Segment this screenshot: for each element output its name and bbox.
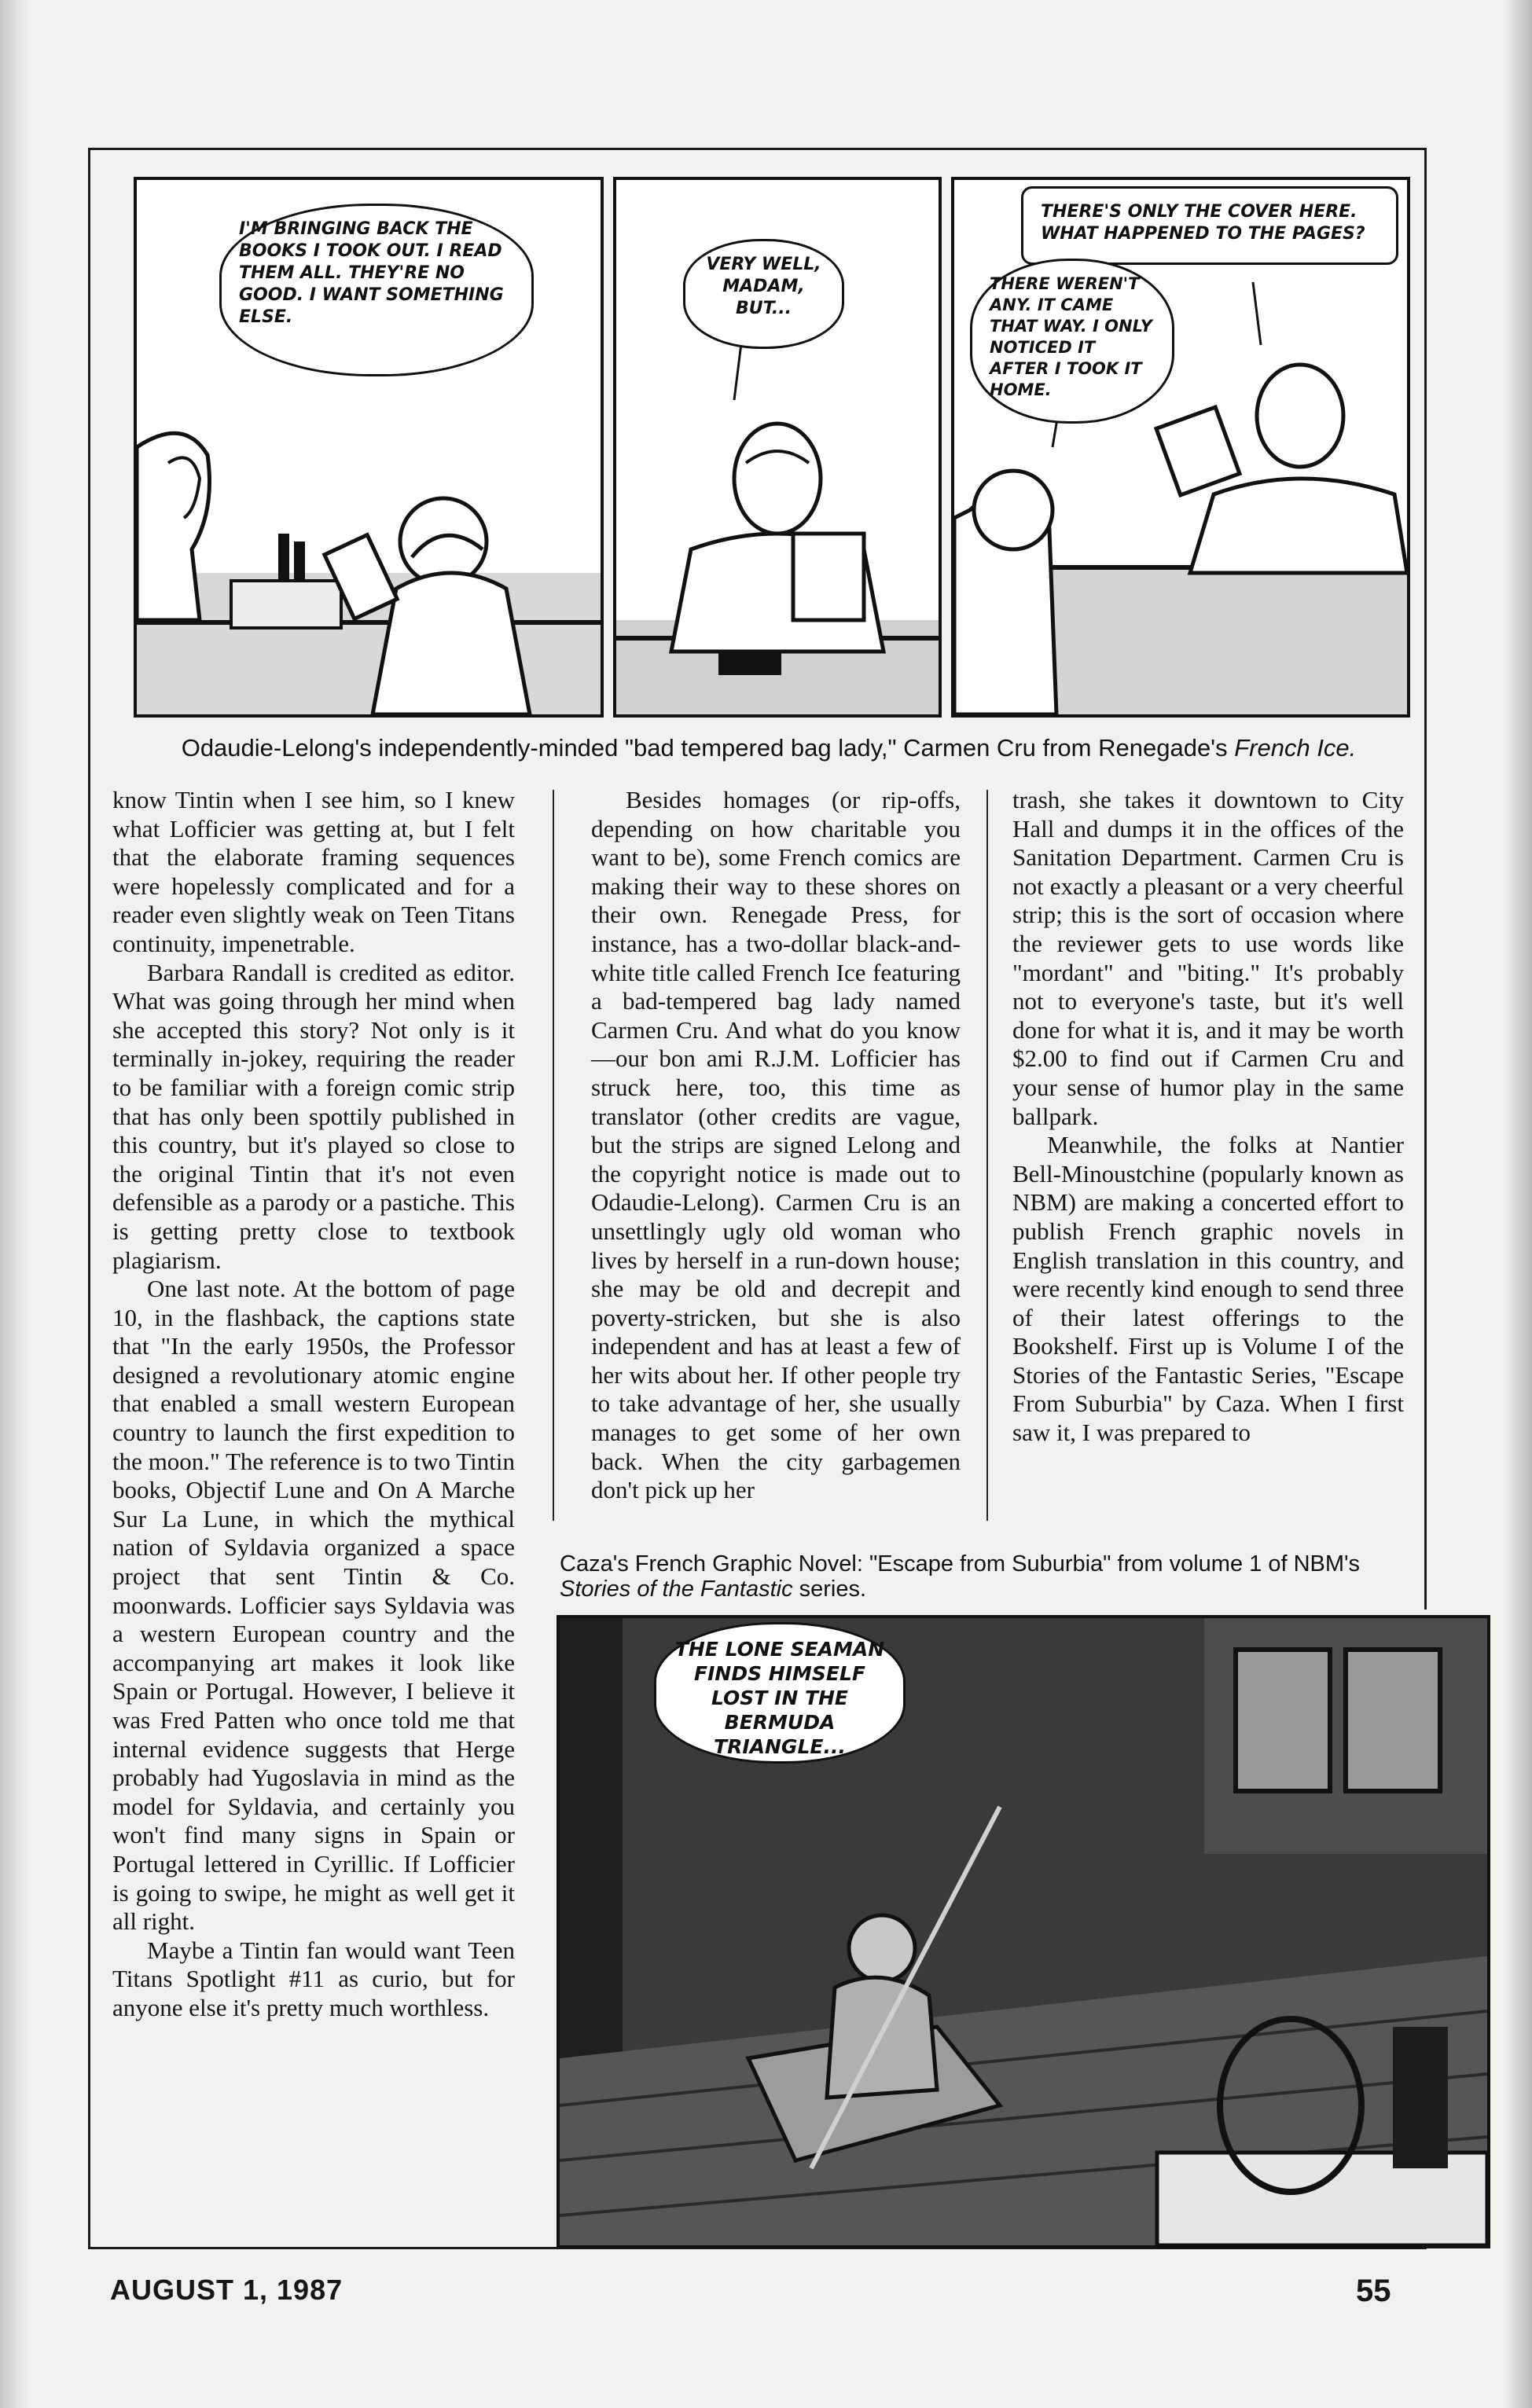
comic-panel-1 [134,177,604,718]
art2-caption-title: Stories of the Fantastic [560,1577,793,1602]
paragraph: Barbara Randall is credited as editor. What was going through her mind when she accepted this story? Not only is it terminally in-jokey, requiring the reader to be familiar with a foreign comic strip that has only been spottily published in this country, but it's played so close to the original Tintin that it's not even defensible as a parody or a pastiche. This is getting pretty close to textbook plagiarism. [112,958,515,1274]
paragraph: know Tintin when I see him, so I knew what Lofficier was getting at, but I felt that the elaborate framing sequences were hopelessly complicated and for a reader even slightly weak on Teen Titans continuity, impenetrable. [112,786,515,957]
panel-2-speech-balloon: VERY WELL, MADAM, BUT... [683,239,844,349]
paragraph: One last note. At the bottom of page 10, in the flashback, the captions state that "In the early 1950s, the Professor designed a revolutionary atomic engine that enabled a small western European country to launch the first expedition to the moon." The reference is to two Tintin books, Objectif Lune and On A Marche Sur La Lune, in which the mythical nation of Syldavia organized a space project that sent Tintin & Co. moonwards. Lofficier says Syldavia was a western European country and the accompanying art makes it look like Spain or Portugal. However, I believe it was Fred Patten who once told me that internal evidence suggests that Herge probably had Yugoslavia in mind as the model for Syldavia, and certainly you won't find many signs in Spain or Portugal lettered in Cyrillic. If Lofficier is going to swipe, he might as well get it all right. [112,1275,515,1936]
panel-1-speech-balloon: I'M BRINGING BACK THE BOOKS I TOOK OUT. I READ THEM ALL. THEY'RE NO GOOD. I WANT SOMETHING ELSE. [219,204,534,376]
page-edge-right [1505,0,1532,2408]
panel-3-speech-balloon-top: THERE'S ONLY THE COVER HERE. WHAT HAPPENED TO THE PAGES? [1021,186,1398,265]
art2-caption-end: series. [792,1577,867,1602]
graphic-novel-illustration [557,1615,1490,2248]
comic-strip-caption [134,734,1404,762]
article-column-3 [1012,786,1404,1448]
comic-strip [134,177,1404,711]
column-rule-2 [986,790,988,1521]
page-edge-left [0,0,27,2408]
paragraph: Meanwhile, the folks at Nantier Bell-Minoustchine (popularly known as NBM) are making a concerted effort to publish French graphic novels in English translation in this country, and were recently kind enough to send three of their latest offerings to the Bookshelf. First up is Volume I of the Stories of the Fantastic Series, "Escape From Suburbia" by Caza. When I first saw it, I was prepared to [1012,1131,1404,1447]
strip-caption-title: French Ice. [1234,734,1357,762]
article-column-1 [112,786,515,2023]
illustration-caption-balloon: THE LONE SEAMAN FINDS HIMSELF LOST IN THE BERMUDA TRIANGLE... [654,1622,906,1764]
issue-date: AUGUST 1, 1987 [110,2274,344,2306]
paragraph: Besides homages (or rip-offs, depending on how charitable you want to be), some French comics are making their way to these shores on their own. Renegade Press, for instance, has a two-dollar black-and-white title called French Ice featuring a bad-tempered bag lady named Carmen Cru. And what do you know—our bon ami R.J.M. Lofficier has struck here, too, this time as translator (other credits are vague, but the strips are signed Lelong and the copyright notice is made out to Odaudie-Lelong). Carmen Cru is an unsettlingly ugly old woman who lives by herself in a run-down house; she may be old and decrepit and poverty-stricken, but she is also independent and has at least a few of her wits about her. If other people try to take advantage of her, she usually manages to get some of her own back. When the city garbagemen don't pick up her [591,786,961,1504]
strip-caption-text: Odaudie-Lelong's independently-minded "bad tempered bag lady," Carmen Cru from Renegade's [181,734,1235,762]
page-frame-right-rule [1424,148,1427,1610]
paragraph: trash, she takes it downtown to City Hall and dumps it in the offices of the Sanitation Department. Carmen Cru is not exactly a pleasant or a very cheerful strip; this is the sort of occasion where the reviewer gets to use words like "mordant" and "biting." It's probably not to everyone's taste, but it's well done for what it is, and it may be worth $2.00 to find out if Carmen Cru and your sense of humor play in the same ballpark. [1012,786,1404,1130]
article-column-2 [591,786,961,1505]
art2-caption-text: Caza's French Graphic Novel: "Escape from Suburbia" from volume 1 of NBM's [560,1551,1361,1577]
graphic-novel-caption [560,1551,1409,1602]
comic-panel-2 [613,177,942,718]
panel-3-speech-balloon-bottom: THERE WEREN'T ANY. IT CAME THAT WAY. I ONLY NOTICED IT AFTER I TOOK IT HOME. [970,259,1174,424]
page-number: 55 [1356,2274,1391,2308]
comic-panel-3 [951,177,1410,718]
column-rule-1 [553,790,554,1521]
paragraph: Maybe a Tintin fan would want Teen Titans Spotlight #11 as curio, but for anyone else it's pretty much worthless. [112,1936,515,2021]
